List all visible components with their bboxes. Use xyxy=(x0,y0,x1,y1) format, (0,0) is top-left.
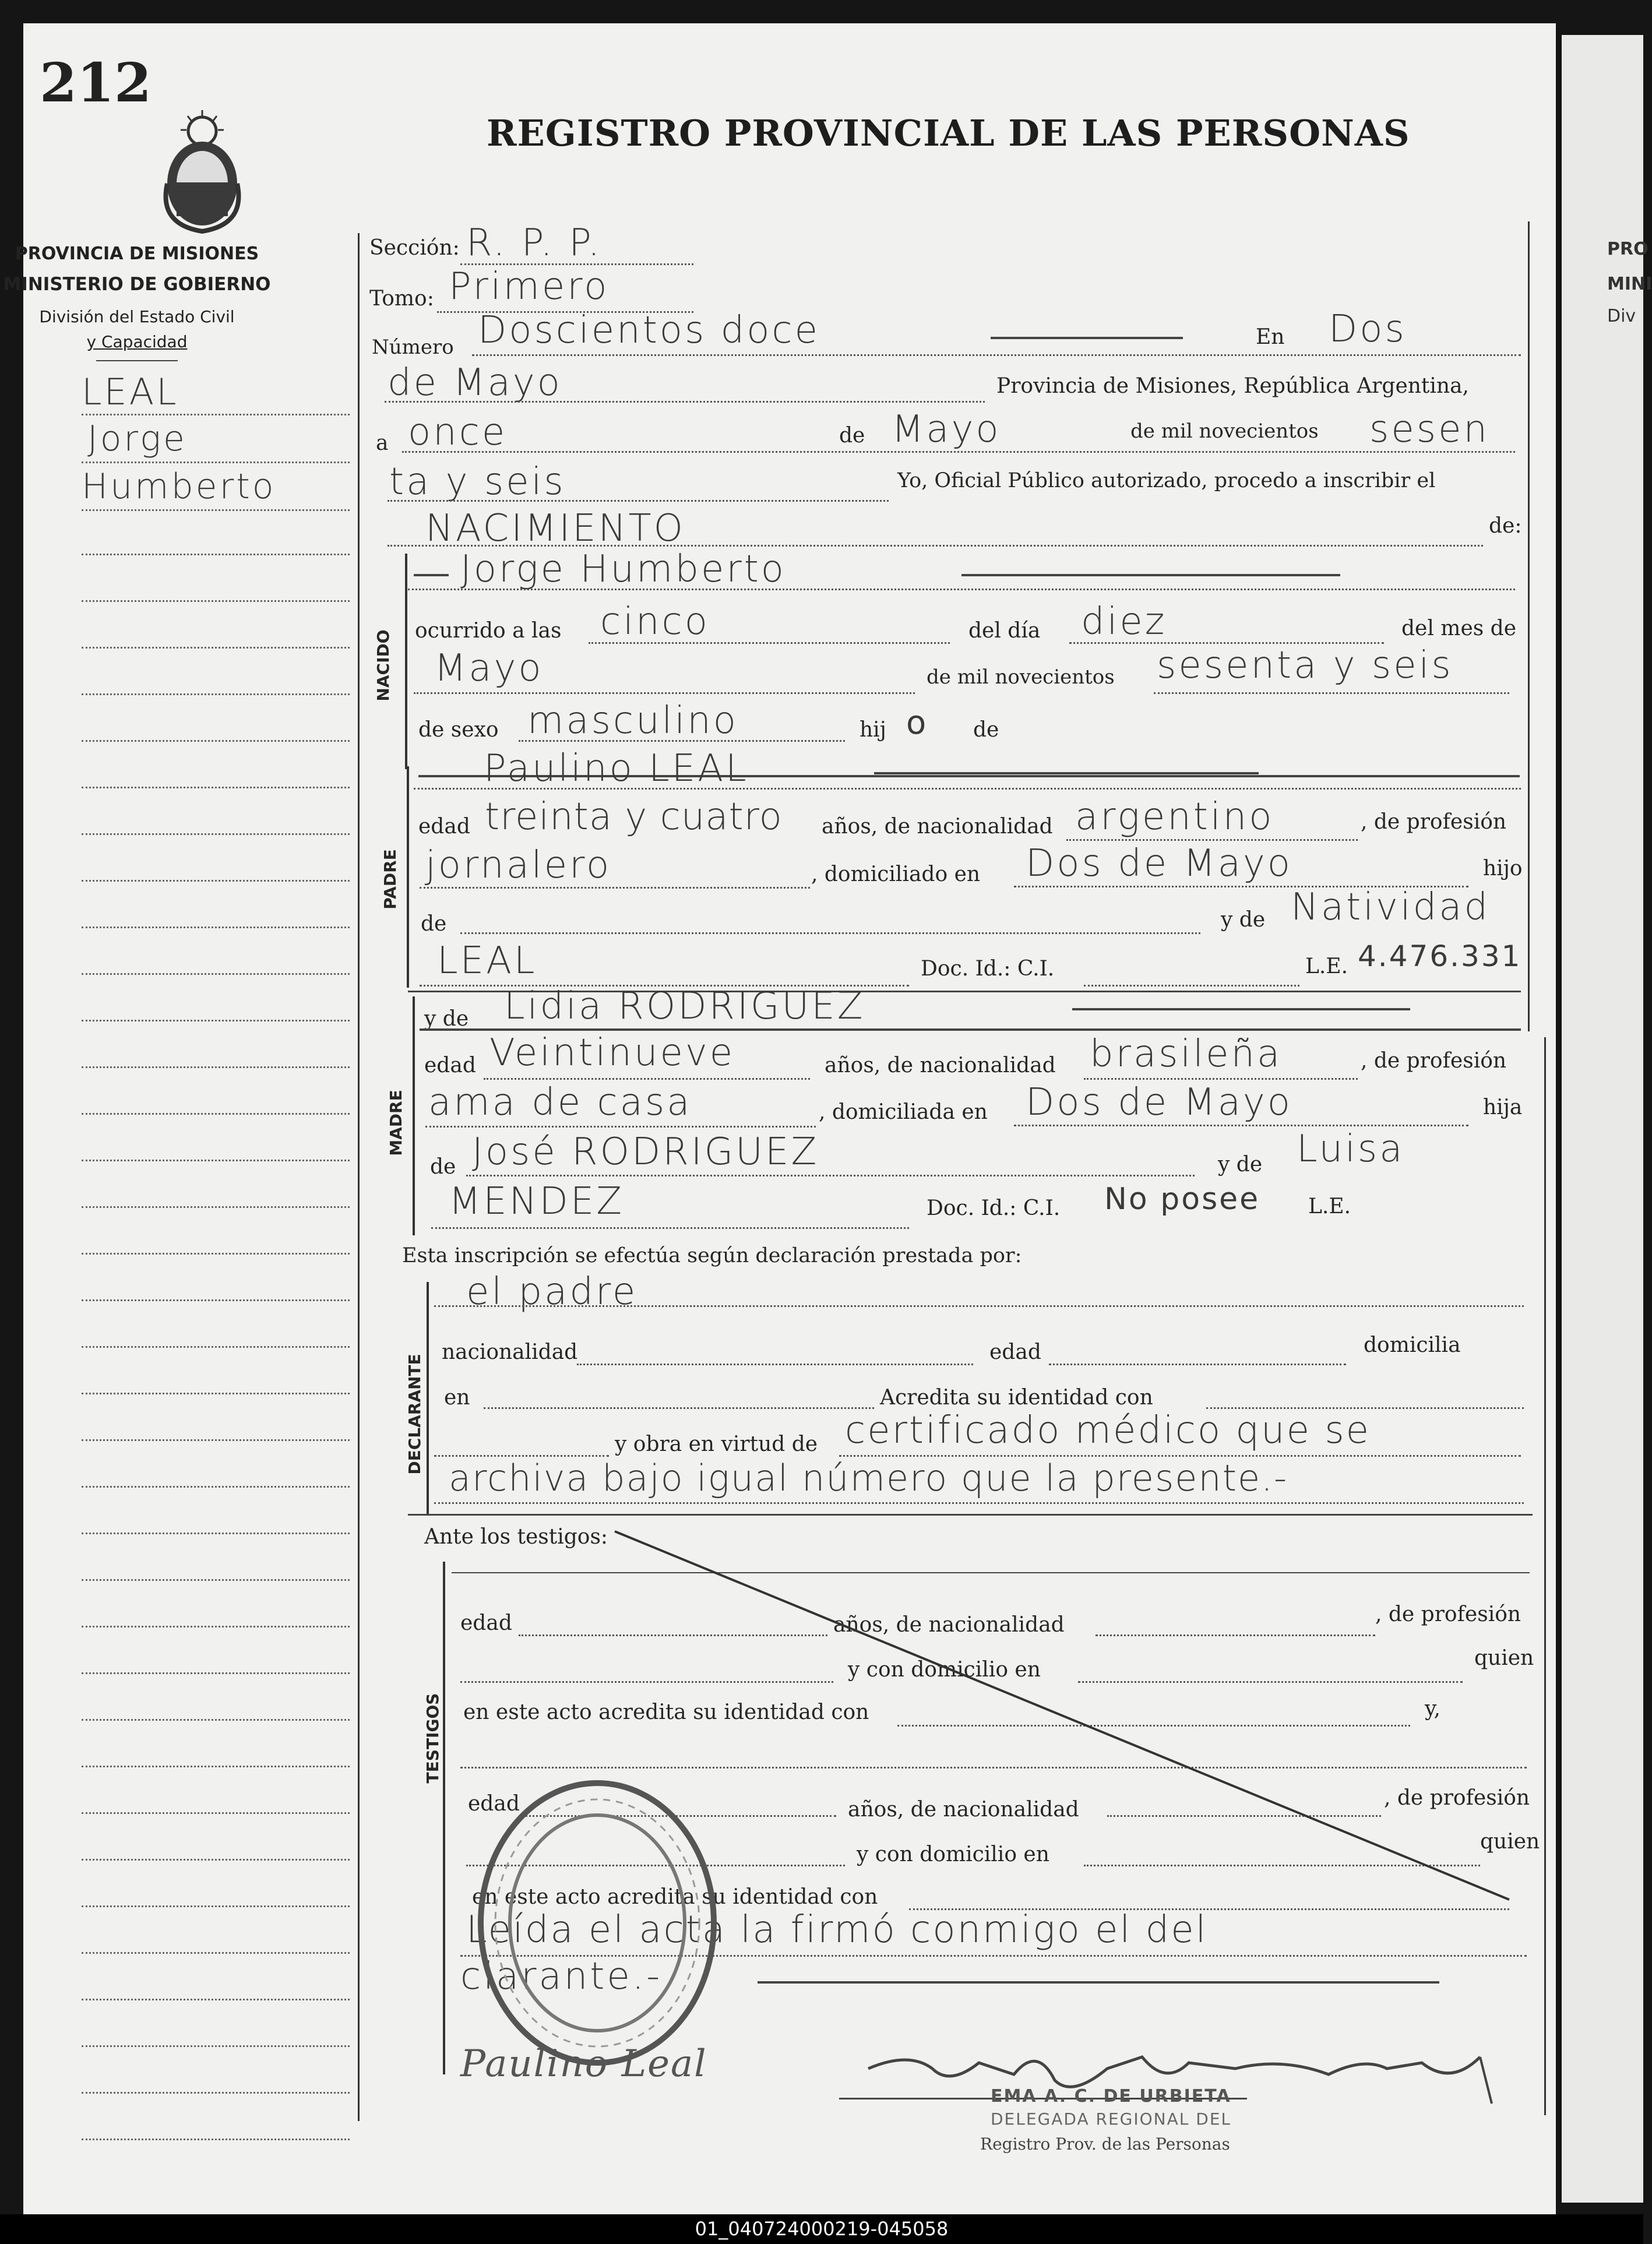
de-label: de xyxy=(839,424,865,448)
obra-value-1: certificado médico que se xyxy=(845,1409,1371,1452)
anio-nac-value: sesenta y seis xyxy=(1157,644,1453,687)
nacido-section-label: NACIDO xyxy=(374,629,393,702)
document-id: 01_040724000219-045058 xyxy=(695,2218,949,2240)
en-value: Dos xyxy=(1329,308,1407,351)
padre-y-de-label: y de xyxy=(1221,908,1266,932)
del-dia-label: del día xyxy=(968,619,1041,643)
declarante-bracket xyxy=(427,1282,429,1515)
madre-ci-value: No posee xyxy=(1104,1182,1260,1217)
de-mil-2-label: de mil novecientos xyxy=(927,665,1115,689)
page-number: 212 xyxy=(40,51,152,114)
ante-testigos-label: Ante los testigos: xyxy=(424,1525,608,1549)
padre-nombre-value: Paulino LEAL xyxy=(484,747,749,790)
margin-first-name: Jorge xyxy=(87,418,187,459)
inscripcion-label: Esta inscripción se efectúa según declaración prestada por: xyxy=(402,1244,1022,1267)
padre-de-label: de xyxy=(421,912,447,936)
padre-le-label: L.E. xyxy=(1305,954,1348,978)
official-seal-icon xyxy=(472,1771,723,2074)
declarante-edad-label: edad xyxy=(989,1340,1041,1364)
province-label: PROVINCIA DE MISIONES xyxy=(15,244,259,264)
padre-section-label: PADRE xyxy=(381,849,400,910)
tomo-label: Tomo: xyxy=(369,287,434,311)
leida-value-2: clarante.- xyxy=(460,1955,663,1998)
de-sexo-label: de sexo xyxy=(418,718,499,742)
testigos-bracket xyxy=(443,1562,445,2074)
padre-profesion-value: jornalero xyxy=(425,844,612,887)
dia-nac-value: diez xyxy=(1081,600,1167,643)
hij-label: hij xyxy=(860,718,886,742)
declarante-value: el padre xyxy=(466,1270,638,1313)
madre-de-label: de xyxy=(430,1155,456,1179)
padre-madre-apellido-value: LEAL xyxy=(437,939,537,982)
anio-value-1: sesen xyxy=(1369,408,1489,451)
adjacent-page-fragment: MINI xyxy=(1607,274,1652,294)
t1-domicilio-label: y con domicilio en xyxy=(848,1658,1041,1682)
hora-value: cinco xyxy=(600,600,710,643)
en-label: En xyxy=(1256,325,1285,349)
madre-doc-id-label: Doc. Id.: C.I. xyxy=(927,1196,1061,1220)
madre-edad-value: Veintinueve xyxy=(489,1031,735,1075)
registry-stamp: Registro Prov. de las Personas xyxy=(980,2134,1230,2154)
padre-nacionalidad-value: argentino xyxy=(1075,795,1274,839)
declarante-signature: Paulino Leal xyxy=(460,2042,707,2086)
madre-domiciliada-label: , domiciliada en xyxy=(819,1100,988,1124)
madre-hija-label: hija xyxy=(1483,1095,1523,1119)
sexo-value: masculino xyxy=(527,699,738,742)
cancel-diagonal-line xyxy=(612,1527,1515,1905)
official-name-stamp: EMA A. C. DE URBIETA xyxy=(991,2086,1231,2106)
mes-value: Mayo xyxy=(892,408,1001,451)
padre-domicilio-value: Dos de Mayo xyxy=(1026,842,1292,885)
t2-quien-label: quien xyxy=(1480,1830,1540,1854)
madre-domicilio-value: Dos de Mayo xyxy=(1026,1081,1292,1124)
a-label: a xyxy=(376,431,389,455)
hijo-suffix-value: o xyxy=(906,704,928,742)
padre-edad-label: edad xyxy=(418,815,470,839)
ocurrido-label: ocurrido a las xyxy=(415,619,562,643)
official-title-stamp: DELEGADA REGIONAL DEL xyxy=(991,2109,1232,2129)
yo-label: Yo, Oficial Público autorizado, procedo a inscribir el xyxy=(897,469,1436,492)
nombre-value: Jorge Humberto xyxy=(460,548,786,591)
form-right-border xyxy=(1528,221,1530,1031)
madre-profesion-label: , de profesión xyxy=(1361,1049,1507,1073)
lugar-value: de Mayo xyxy=(388,361,562,404)
madre-bracket xyxy=(413,996,415,1235)
form-left-border xyxy=(358,233,360,2121)
padre-madre-nombre-value: Natividad xyxy=(1291,886,1491,929)
de-2-label: de xyxy=(973,718,999,742)
t2-acredita-label: en este acto acredita su identidad con xyxy=(472,1885,878,1909)
madre-le-label: L.E. xyxy=(1308,1195,1351,1218)
form-right-border-lower xyxy=(1544,1037,1546,2115)
adjacent-page-fragment: PRO xyxy=(1607,239,1649,259)
margin-second-name: Humberto xyxy=(82,466,276,507)
seccion-value: R. P. P. xyxy=(466,221,603,265)
mes-nac-value: Mayo xyxy=(434,647,544,690)
t2-anos-label: años, de nacionalidad xyxy=(848,1798,1079,1822)
del-mes-label: del mes de xyxy=(1401,617,1517,640)
division-label-2: y Capacidad xyxy=(86,332,188,351)
madre-nacionalidad-value: brasileña xyxy=(1090,1033,1283,1076)
padre-edad-value: treinta y cuatro xyxy=(485,795,783,839)
madre-madre-apellido-value: MENDEZ xyxy=(449,1180,625,1223)
de-colon-label: de: xyxy=(1489,514,1522,538)
adjacent-page-fragment: Div xyxy=(1607,306,1636,326)
numero-label: Número xyxy=(372,336,454,359)
declarante-section-label: DECLARANTE xyxy=(405,1354,424,1475)
dia-value: once xyxy=(408,411,508,454)
declarante-domicilia-label: domicilia xyxy=(1364,1333,1461,1357)
division-label: División del Estado Civil xyxy=(39,307,235,326)
madre-edad-label: edad xyxy=(424,1054,476,1077)
t1-acredita-label: en este acto acredita su identidad con xyxy=(463,1700,869,1724)
header-rule xyxy=(96,360,178,361)
t2-domicilio-label: y con domicilio en xyxy=(857,1843,1049,1866)
t1-y-label: y, xyxy=(1425,1697,1440,1721)
padre-le-value: 4.476.331 xyxy=(1358,939,1522,973)
ministry-label: MINISTERIO DE GOBIERNO xyxy=(3,274,271,295)
madre-padre-value: José RODRIGUEZ xyxy=(472,1130,819,1174)
madre-y-de-2-label: y de xyxy=(1218,1153,1263,1176)
t2-edad-label: edad xyxy=(468,1792,520,1816)
declarante-acredita-label: Acredita su identidad con xyxy=(880,1386,1153,1410)
t2-profesion-label: , de profesión xyxy=(1384,1786,1530,1810)
margin-surname: LEAL xyxy=(82,371,179,413)
t1-edad-label: edad xyxy=(460,1611,512,1635)
madre-profesion-value: ama de casa xyxy=(428,1081,692,1124)
acto-value: NACIMIENTO xyxy=(425,507,685,550)
tomo-value: Primero xyxy=(449,265,610,308)
numero-value: Doscientos doce xyxy=(478,309,820,352)
padre-anos-nac-label: años, de nacionalidad xyxy=(822,815,1053,839)
madre-section-label: MADRE xyxy=(386,1090,406,1156)
padre-bracket xyxy=(407,766,409,988)
nacido-bracket xyxy=(405,554,407,769)
declarante-nacionalidad-label: nacionalidad xyxy=(442,1340,578,1364)
obra-value-2: archiva bajo igual número que la presente.- xyxy=(449,1457,1288,1499)
padre-hijo-label: hijo xyxy=(1483,857,1523,880)
leida-value-1: Leída el acta la firmó conmigo el del xyxy=(466,1908,1208,1951)
t1-quien-label: quien xyxy=(1474,1646,1534,1670)
madre-madre-value: Luisa xyxy=(1297,1128,1405,1171)
padre-doc-id-label: Doc. Id.: C.I. xyxy=(921,957,1055,981)
madre-nombre-value: Lidia RODRIGUEZ xyxy=(504,985,865,1028)
de-mil-label: de mil novecientos xyxy=(1130,420,1319,443)
padre-profesion-label: , de profesión xyxy=(1361,810,1507,834)
t1-profesion-label: , de profesión xyxy=(1375,1602,1521,1626)
seccion-label: Sección: xyxy=(369,236,460,260)
testigos-section-label: TESTIGOS xyxy=(423,1693,442,1784)
padre-domiciliado-label: , domiciliado en xyxy=(811,862,981,886)
provincia-label: Provincia de Misiones, República Argentina, xyxy=(996,374,1470,398)
madre-y-de-label: y de xyxy=(424,1007,469,1031)
declarante-obra-label: y obra en virtud de xyxy=(615,1432,818,1456)
t1-anos-label: años, de nacionalidad xyxy=(833,1613,1065,1637)
madre-anos-nac-label: años, de nacionalidad xyxy=(825,1054,1056,1077)
adjacent-page-edge xyxy=(1562,35,1643,2203)
declarante-en-label: en xyxy=(444,1386,470,1410)
coat-of-arms-icon xyxy=(153,108,252,236)
page-title: REGISTRO PROVINCIAL DE LAS PERSONAS xyxy=(487,112,1410,154)
anio-value-2: ta y seis xyxy=(389,460,566,503)
